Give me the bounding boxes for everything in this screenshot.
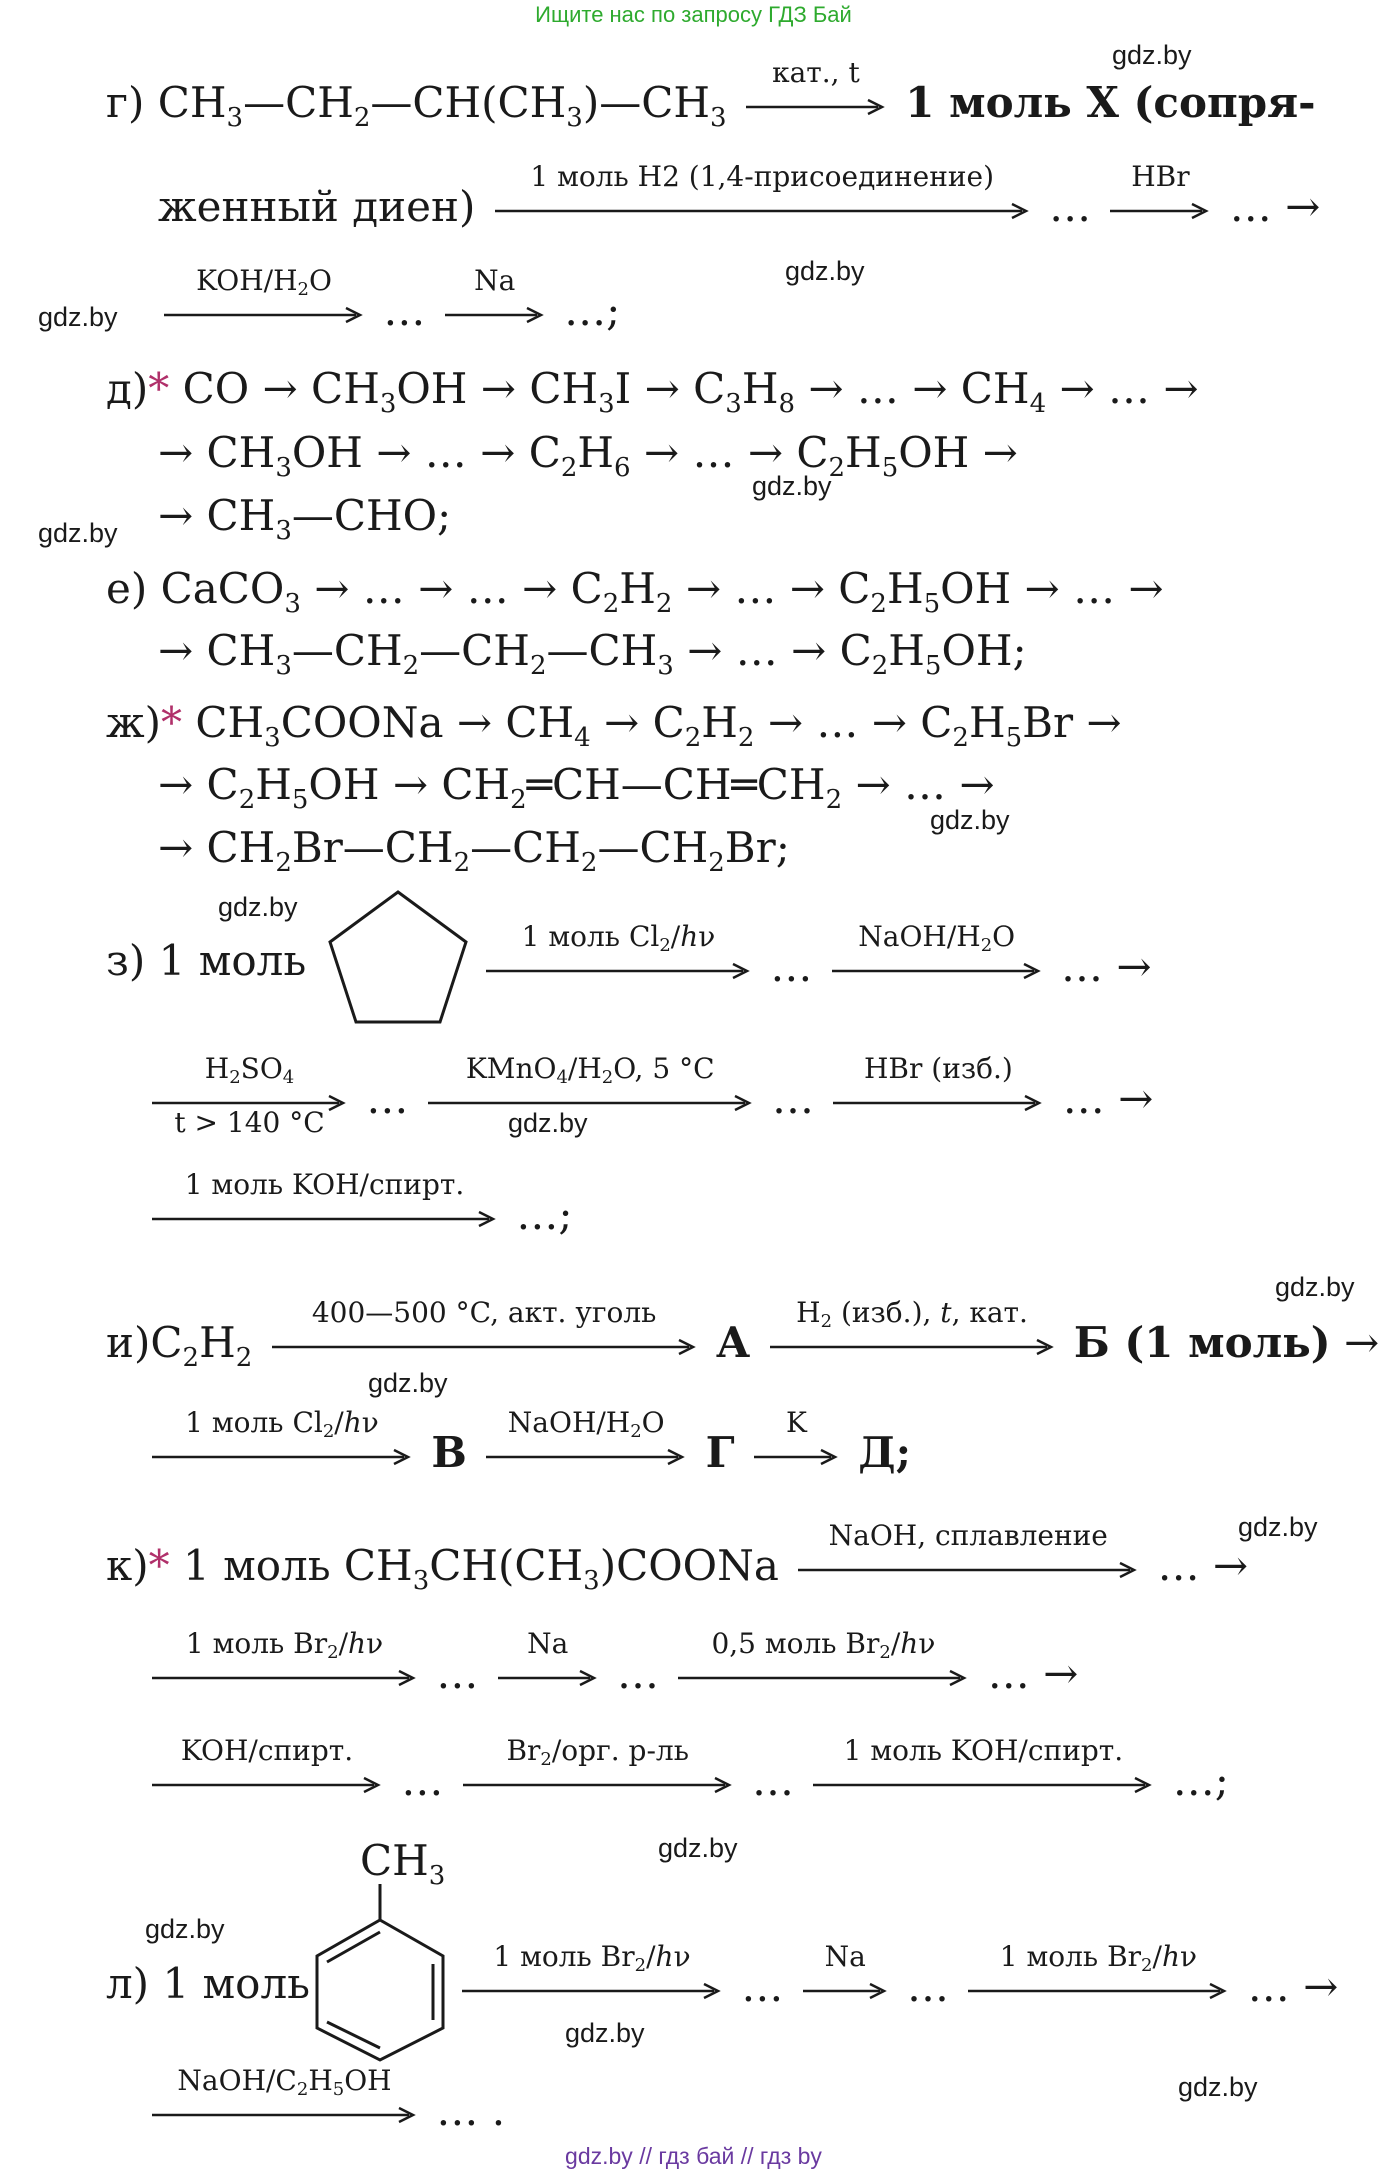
product-x: 1 моль X (сопря-: [905, 78, 1316, 127]
watermark: gdz.by: [752, 471, 832, 501]
eq-k-line1: к)* 1 моль $CH_3CH(CH_3)COONa$ NaOH, сплавление … →: [106, 1519, 1249, 1596]
toluene-benzene-ring: [305, 1882, 455, 2062]
arrow-condition: Na: [527, 1627, 569, 1660]
dots: …: [1049, 182, 1092, 231]
arrow-condition: 1 моль $Cl_2/h\nu$: [185, 1406, 379, 1442]
compound-g: Г: [705, 1428, 735, 1477]
eq-g-line2: женный диен) 1 моль H2 (1,4-присоединение) … HBr … →: [158, 160, 1321, 231]
dots: … .: [436, 2086, 506, 2135]
arrow-condition: NaOH/$H_2O$: [858, 920, 1016, 956]
dots: …;: [564, 286, 621, 335]
arrow-condition: $H_2SO_4$: [204, 1052, 295, 1088]
eq-zh-line1: ж)* $CH_3COONa \to CH_4 \to C_2H_2$ → … → $C_2H_5Br$ →: [106, 698, 1122, 753]
item-label: е): [106, 564, 148, 613]
item-label: ж): [106, 698, 162, 747]
star-mark: *: [148, 364, 170, 413]
watermark: gdz.by: [368, 1368, 448, 1398]
text: 1 моль: [158, 936, 307, 985]
arrow-condition: KOH/$H_2O$: [196, 264, 332, 300]
text: женный диен): [158, 182, 476, 231]
watermark: gdz.by: [658, 1833, 738, 1863]
eq-i-line1: $и)C_2H_2$ 400—500 °C, акт. уголь А $H_2$ (изб.), t, кат. Б (1 моль) →: [106, 1296, 1380, 1373]
eq-d-line1: д)* CO → $CH_3OH \to CH_3I \to C_3H_8$ → … → $CH_4$ → … →: [106, 364, 1199, 419]
arrow-condition: 400—500 °C, акт. уголь: [311, 1296, 657, 1329]
compound-b: Б (1 моль): [1073, 1318, 1331, 1367]
reaction-arrow: [813, 1734, 1153, 1795]
watermark: gdz.by: [930, 805, 1010, 835]
watermark: gdz.by: [508, 1108, 588, 1138]
reaction-arrow: [498, 1627, 598, 1688]
eq-e-line1: е) CaCO$_3$ → … → … → $C_2H_2$ → … → $C_2H_5OH$ → … →: [106, 564, 1164, 619]
reaction-arrow: [803, 1940, 888, 2001]
reaction-arrow: [678, 1627, 968, 1688]
reaction-arrow: [462, 1940, 722, 2001]
item-label: к): [106, 1541, 149, 1590]
arrow-condition: NaOH/$C_2H_5OH$: [177, 2064, 392, 2100]
arrow-condition: $H_2$ (изб.), t, кат.: [796, 1296, 1028, 1332]
eq-z-line1b: 1 моль $Cl_2/h\nu$ … NaOH/$H_2O$ … →: [480, 946, 1152, 988]
reaction-arrow: [428, 1052, 753, 1113]
dots: …: [383, 286, 426, 335]
eq-d-line2: → $CH_3OH$ → … → $C_2H_6$ → … → $C_2H_5OH$ →: [158, 428, 1018, 483]
top-banner: Ищите нас по запросу ГДЗ Бай: [535, 2, 852, 27]
item-label: и): [106, 1318, 151, 1367]
reaction-arrow: [272, 1296, 697, 1357]
reaction-arrow: [968, 1940, 1228, 2001]
reaction-arrow: [152, 1627, 417, 1688]
watermark: gdz.by: [218, 892, 298, 922]
arrow-condition: HBr (изб.): [863, 1052, 1013, 1085]
arrow-condition: Na: [474, 264, 516, 297]
eq-z-line2: $H_2SO_4$ t > 140 °C … $KMnO_4/H_2O$, 5 °C … HBr (изб.) … →: [152, 1078, 1153, 1120]
arrow-condition: HBr: [1131, 160, 1190, 193]
watermark: gdz.by: [785, 256, 865, 286]
cyclopentane-structure: [318, 884, 478, 1034]
watermark: gdz.by: [1112, 40, 1192, 70]
arrow-condition: t > 140 °C: [174, 1106, 325, 1139]
eq-i-line2: [152, 1406, 912, 1477]
reaction-arrow: [445, 264, 545, 325]
eq-g-line1: г) $CH_3—CH_2—CH(CH_3)—CH_3$ кат., t 1 моль X (сопря-: [106, 56, 1316, 133]
watermark: gdz.by: [1178, 2072, 1258, 2102]
reaction-arrow: [486, 920, 751, 981]
watermark: gdz.by: [565, 2018, 645, 2048]
watermark: gdz.by: [38, 518, 118, 548]
reaction-arrow: [152, 1406, 412, 1467]
reaction-arrow: [746, 56, 886, 117]
arrow-condition: 0,5 моль $Br_2/h\nu$: [711, 1627, 936, 1663]
arrow-condition: NaOH, сплавление: [828, 1519, 1108, 1552]
arrow-condition: 1 моль $Br_2/h\nu$: [493, 1940, 691, 1976]
arrow-condition: 1 моль KOH/спирт.: [843, 1734, 1124, 1767]
watermark: gdz.by: [145, 1914, 225, 1944]
reaction-arrow: [832, 920, 1042, 981]
eq-z-line3: 1 моль KOH/спирт. …;: [152, 1194, 573, 1236]
arrow-condition: кат., t: [772, 56, 860, 89]
eq-l-line2: [152, 2064, 506, 2135]
reaction-arrow: [152, 2064, 417, 2125]
reaction-arrow: [833, 1052, 1043, 1113]
methyl-group: $CH_3$: [360, 1836, 446, 1891]
eq-zh-line2: → $C_2H_5OH$ → $CH_2═CH—CH═CH_2$ → … →: [158, 760, 995, 815]
arrow-condition: 1 моль $Cl_2/h\nu$: [521, 920, 716, 956]
item-label: г): [106, 78, 145, 127]
eq-zh-line3: → $CH_2Br—CH_2—CH_2—CH_2Br$;: [158, 823, 790, 878]
eq-k-line3: KOH/спирт. … $Br_2$/орг. р-ль … 1 моль KOH/спирт. …;: [152, 1760, 1229, 1802]
eq-g-line3: [158, 264, 621, 335]
reaction-arrow: [164, 264, 364, 325]
item-label: д): [106, 364, 149, 413]
reaction-arrow: [152, 1734, 382, 1795]
compound-v: В: [431, 1428, 467, 1477]
eq-d-line3: → $CH_3—CHO$;: [158, 491, 452, 546]
compound-a: А: [715, 1318, 751, 1367]
eq-l-line1b: 1 моль $Br_2/h\nu$ … Na … 1 моль $Br_2/h\nu$ … →: [456, 1966, 1338, 2008]
eq-z-line1: [106, 936, 307, 985]
watermark: gdz.by: [1238, 1512, 1318, 1542]
item-label: л): [106, 1959, 150, 2008]
arrow-condition: 1 моль $Br_2/h\nu$: [999, 1940, 1198, 1976]
eq-l-line1: [106, 1959, 311, 2008]
reaction-arrow: [495, 160, 1030, 221]
reaction-arrow: [1110, 160, 1210, 221]
arrow-condition: 1 моль KOH/спирт.: [184, 1168, 465, 1201]
arrow-condition: KOH/спирт.: [180, 1734, 354, 1767]
reaction-arrow: [798, 1519, 1138, 1580]
reaction-arrow: [152, 1052, 347, 1139]
footer-links[interactable]: gdz.by // гдз бай // гдз by: [565, 2143, 822, 2169]
reaction-arrow: [754, 1406, 839, 1467]
arrow-condition: 1 моль $Br_2/h\nu$: [185, 1627, 384, 1663]
watermark: gdz.by: [38, 302, 118, 332]
reaction-arrow: [152, 1168, 497, 1229]
eq-e-line2: → $CH_3—CH_2—CH_2—CH_3$ → … → $C_2H_5OH$;: [158, 626, 1027, 681]
star-mark: *: [148, 1541, 170, 1590]
eq-k-line2: 1 моль $Br_2/h\nu$ … Na … 0,5 моль $Br_2/h\nu$ … →: [152, 1653, 1078, 1695]
compound-d: Д;: [858, 1428, 912, 1477]
reaction-arrow: [486, 1406, 686, 1467]
reaction-arrow: [463, 1734, 733, 1795]
reaction-arrow: [770, 1296, 1055, 1357]
arrow-condition: K: [785, 1406, 807, 1439]
arrow-condition: $Br_2$/орг. р-ль: [506, 1734, 689, 1770]
star-mark: *: [161, 698, 183, 747]
item-label: з): [106, 936, 146, 985]
watermark: gdz.by: [1275, 1272, 1355, 1302]
text: 1 моль: [162, 1959, 311, 2008]
arrow-condition: 1 моль H2 (1,4-присоединение): [530, 160, 995, 193]
arrow-condition: $KMnO_4/H_2O$, 5 °C: [465, 1052, 715, 1088]
arrow-condition: Na: [824, 1940, 866, 1973]
arrow-condition: NaOH/$H_2O$: [507, 1406, 665, 1442]
